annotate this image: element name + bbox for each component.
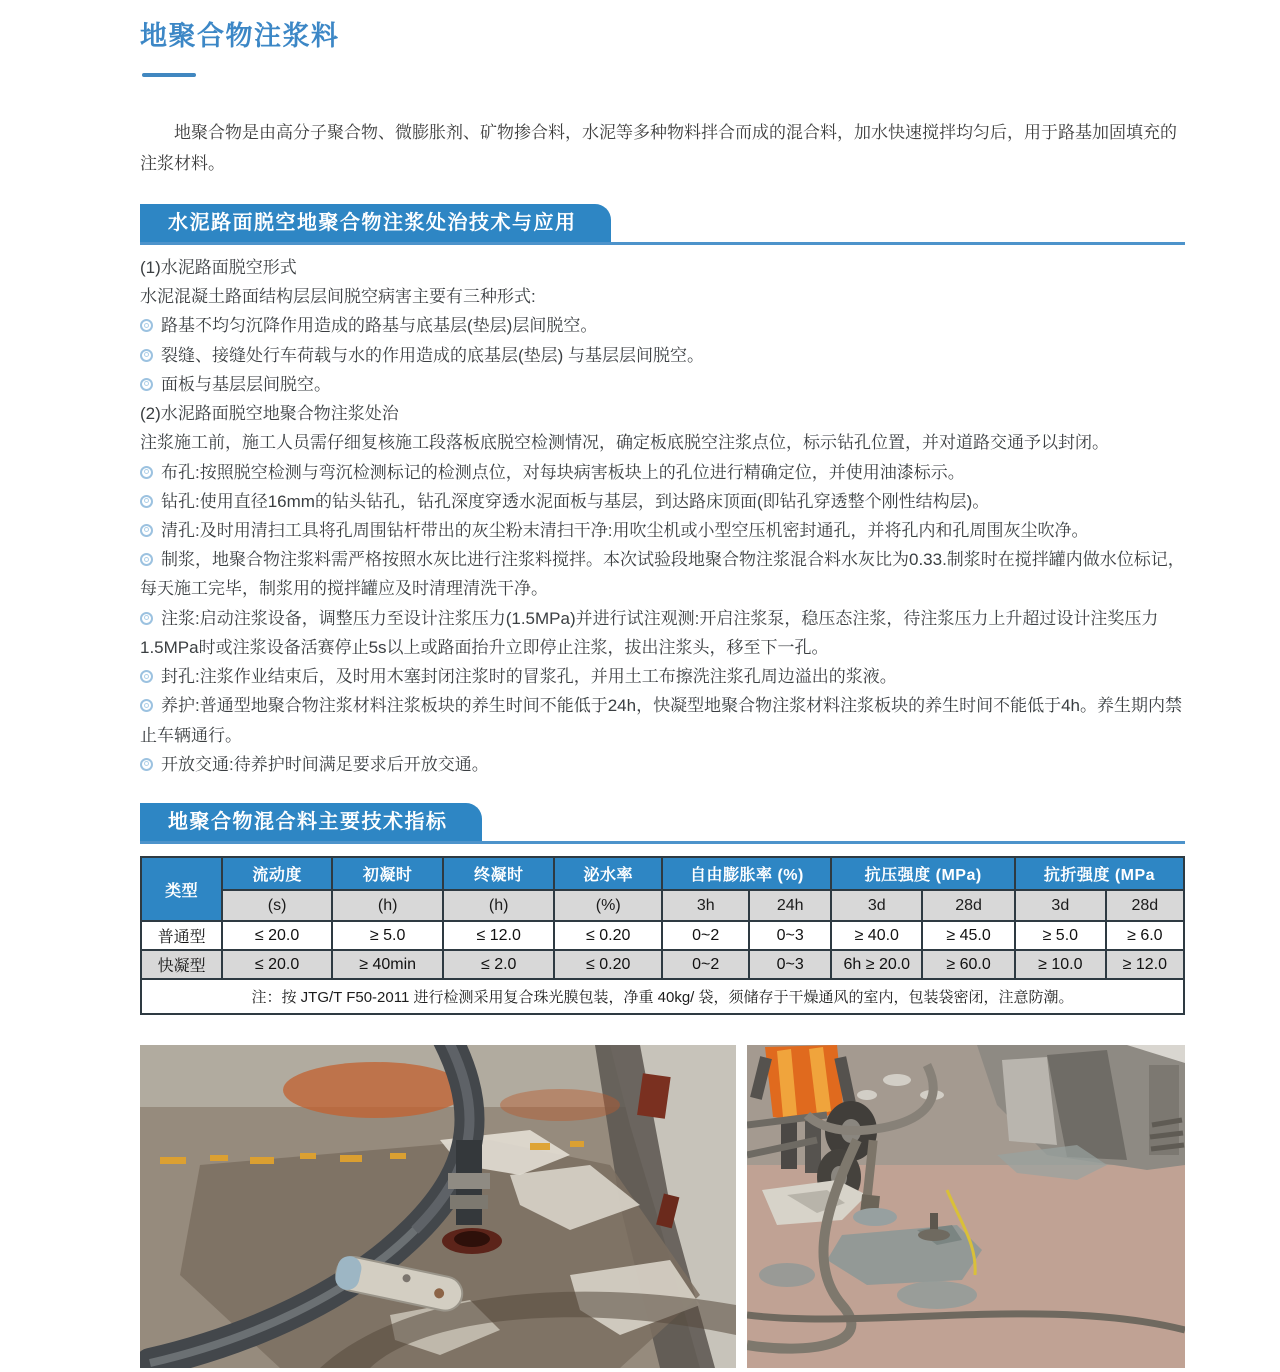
photo-grouting-worksite-worker bbox=[747, 1045, 1185, 1368]
col-bleeding-header: 泌水率 bbox=[554, 857, 662, 890]
ring-bullet-icon bbox=[140, 319, 153, 332]
unit-cell: 28d bbox=[922, 890, 1015, 921]
ring-bullet-icon bbox=[140, 349, 153, 362]
item-text: (2)水泥路面脱空地聚合物注浆处治 bbox=[140, 404, 399, 424]
unit-cell: 24h bbox=[749, 890, 831, 921]
list-item bbox=[140, 750, 1185, 779]
ring-bullet-icon bbox=[140, 524, 153, 537]
unit-cell: (s) bbox=[222, 890, 332, 921]
table-cell: ≥ 45.0 bbox=[922, 921, 1015, 950]
col-flow-header: 流动度 bbox=[222, 857, 332, 890]
photo-right-illustration bbox=[747, 1045, 1185, 1368]
table-cell: ≤ 0.20 bbox=[554, 921, 662, 950]
ring-bullet-icon bbox=[140, 758, 153, 771]
list-item bbox=[140, 341, 1185, 370]
table-cell: ≥ 60.0 bbox=[922, 950, 1015, 979]
item-text: 注浆施工前，施工人员需仔细复核施工段落板底脱空检测情况，确定板底脱空注浆点位，标示钻孔位置，并对道路交通予以封闭。 bbox=[140, 433, 1109, 453]
table-cell: ≥ 40min bbox=[332, 950, 444, 979]
photo-row bbox=[140, 1045, 1185, 1368]
table-cell: ≤ 20.0 bbox=[222, 921, 332, 950]
table-note-row bbox=[141, 979, 1184, 1014]
col-final-set-header: 终凝时 bbox=[443, 857, 554, 890]
item-text: 钻孔:使用直径16mm的钻头钻孔，钻孔深度穿透水泥面板与基层，到达路床顶面(即钻孔穿透整个刚性结构层)。 bbox=[161, 491, 990, 511]
list-item bbox=[140, 691, 1185, 749]
photo-left-illustration bbox=[140, 1045, 736, 1368]
item-text: 路基不均匀沉降作用造成的路基与底基层(垫层)层间脱空。 bbox=[161, 316, 598, 336]
spec-table bbox=[140, 856, 1185, 1015]
unit-cell: (h) bbox=[443, 890, 554, 921]
list-item bbox=[140, 545, 1185, 603]
list-item bbox=[140, 253, 1185, 282]
ring-bullet-icon bbox=[140, 699, 153, 712]
table-cell: ≤ 20.0 bbox=[222, 950, 332, 979]
col-compressive-header: 抗压强度 (MPa) bbox=[831, 857, 1015, 890]
unit-cell: 3d bbox=[831, 890, 922, 921]
table-header-row-1 bbox=[141, 857, 1184, 890]
table-cell: ≥ 6.0 bbox=[1106, 921, 1184, 950]
list-item bbox=[140, 458, 1185, 487]
table-cell: ≥ 5.0 bbox=[332, 921, 444, 950]
list-item bbox=[140, 604, 1185, 662]
table-cell: 0~3 bbox=[749, 921, 831, 950]
ring-bullet-icon bbox=[140, 612, 153, 625]
table-row bbox=[141, 950, 1184, 979]
unit-cell: 28d bbox=[1106, 890, 1184, 921]
col-initial-set-header: 初凝时 bbox=[332, 857, 444, 890]
row-label: 普通型 bbox=[141, 921, 222, 950]
list-item bbox=[140, 370, 1185, 399]
item-text: 清孔:及时用清扫工具将孔周围钻杆带出的灰尘粉末清扫干净:用吹尘机或小型空压机密封通孔，并将孔内和孔周围灰尘吹净。 bbox=[161, 520, 1089, 540]
table-cell: ≥ 10.0 bbox=[1015, 950, 1106, 979]
item-text: 开放交通:待养护时间满足要求后开放交通。 bbox=[161, 754, 489, 774]
col-expansion-header: 自由膨胀率 (%) bbox=[662, 857, 831, 890]
item-text: 养护:普通型地聚合物注浆材料注浆板块的养生时间不能低于24h，快凝型地聚合物注浆材料注浆板块的养生时间不能低于4h。养生期内禁止车辆通行。 bbox=[140, 696, 1182, 745]
ring-bullet-icon bbox=[140, 670, 153, 683]
col-flexural-header: 抗折强度 (MPa bbox=[1015, 857, 1184, 890]
section2-banner-row bbox=[140, 803, 1185, 844]
list-item bbox=[140, 662, 1185, 691]
unit-cell: 3h bbox=[662, 890, 749, 921]
table-row bbox=[141, 921, 1184, 950]
table-cell: 6h ≥ 20.0 bbox=[831, 950, 922, 979]
row-label: 快凝型 bbox=[141, 950, 222, 979]
section2-banner: 地聚合物混合料主要技术指标 bbox=[140, 803, 482, 841]
item-text: (1)水泥路面脱空形式 bbox=[140, 257, 297, 277]
table-cell: 0~2 bbox=[662, 950, 749, 979]
section1-banner-row bbox=[140, 204, 1185, 245]
item-text: 水泥混凝土路面结构层层间脱空病害主要有三种形式: bbox=[140, 287, 536, 307]
table-cell: ≤ 12.0 bbox=[443, 921, 554, 950]
list-item bbox=[140, 428, 1185, 457]
item-text: 制浆，地聚合物注浆料需严格按照水灰比进行注浆料搅拌。本次试验段地聚合物注浆混合料水灰比为0.33.制浆时在搅拌罐内做水位标记，每天施工完毕，制浆用的搅拌罐应及时清理清洗干净。 bbox=[140, 550, 1185, 599]
unit-cell: (h) bbox=[332, 890, 444, 921]
table-cell: ≥ 40.0 bbox=[831, 921, 922, 950]
list-item bbox=[140, 487, 1185, 516]
list-item bbox=[140, 311, 1185, 340]
table-cell: 0~3 bbox=[749, 950, 831, 979]
table-cell: ≤ 2.0 bbox=[443, 950, 554, 979]
intro-paragraph: 地聚合物是由高分子聚合物、微膨胀剂、矿物掺合料，水泥等多种物料拌合而成的混合料，加水快速搅拌均匀后，用于路基加固填充的注浆材料。 bbox=[140, 123, 1177, 174]
ring-bullet-icon bbox=[140, 553, 153, 566]
table-cell: ≥ 5.0 bbox=[1015, 921, 1106, 950]
ring-bullet-icon bbox=[140, 495, 153, 508]
item-text: 裂缝、接缝处行车荷载与水的作用造成的底基层(垫层) 与基层层间脱空。 bbox=[161, 345, 705, 365]
item-text: 注浆:启动注浆设备，调整压力至设计注浆压力(1.5MPa)并进行试注观测:开启注浆泵，稳压态注浆，待注浆压力上升超过设计注奖压力1.5MPa时或注浆设备活赛停止5s以上或路面抬升立即停止注浆，拔出注浆头，移至下一孔。 bbox=[140, 608, 1159, 657]
table-cell: ≤ 0.20 bbox=[554, 950, 662, 979]
page-title: 地聚合物注浆料 bbox=[140, 21, 340, 51]
list-item bbox=[140, 516, 1185, 545]
unit-cell: 3d bbox=[1015, 890, 1106, 921]
item-text: 封孔:注浆作业结束后，及时用木塞封闭注浆时的冒浆孔，并用土工布擦洗注浆孔周边溢出的浆液。 bbox=[161, 667, 897, 687]
list-item bbox=[140, 282, 1185, 311]
table-header-row-2 bbox=[141, 890, 1184, 921]
table-cell: 0~2 bbox=[662, 921, 749, 950]
unit-cell: (%) bbox=[554, 890, 662, 921]
item-text: 布孔:按照脱空检测与弯沉检测标记的检测点位，对每块病害板块上的孔位进行精确定位，并使用油漆标示。 bbox=[161, 462, 965, 482]
title-underline bbox=[142, 73, 196, 77]
table-note: 注：按 JTG/T F50-2011 进行检测采用复合珠光膜包装，净重 40kg/ 袋，须储存于干燥通风的室内，包装袋密闭，注意防潮。 bbox=[141, 979, 1184, 1014]
ring-bullet-icon bbox=[140, 378, 153, 391]
item-text: 面板与基层层间脱空。 bbox=[161, 374, 331, 394]
col-type-header: 类型 bbox=[141, 857, 222, 921]
section1-content bbox=[140, 253, 1185, 779]
photo-grouting-hole-with-hose bbox=[140, 1045, 736, 1368]
section1-banner: 水泥路面脱空地聚合物注浆处治技术与应用 bbox=[140, 204, 611, 242]
table-cell: ≥ 12.0 bbox=[1106, 950, 1184, 979]
list-item bbox=[140, 399, 1185, 428]
ring-bullet-icon bbox=[140, 466, 153, 479]
